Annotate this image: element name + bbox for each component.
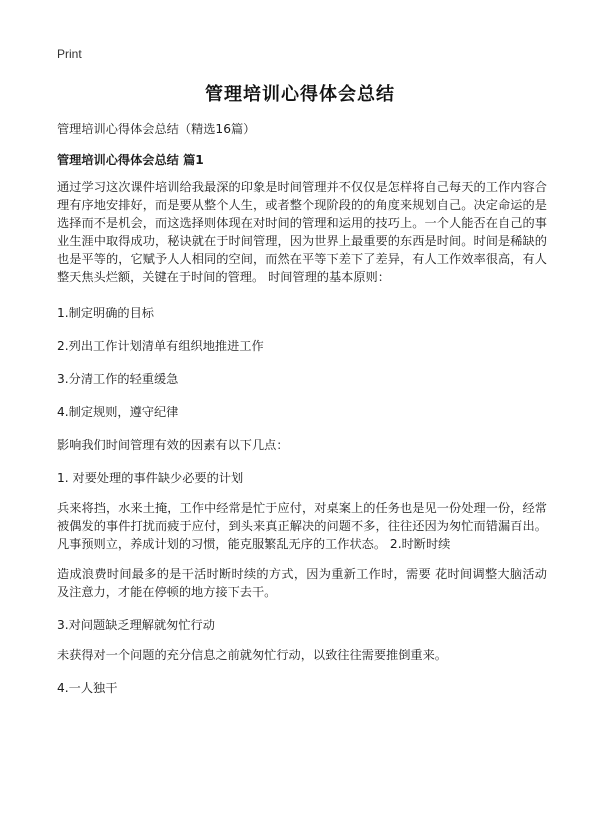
factor-heading-3: 3.对问题缺乏理解就匆忙行动	[57, 618, 215, 632]
page-title: 管理培训心得体会总结	[205, 84, 395, 105]
paragraph-intro: 通过学习这次课件培训给我最深的印象是时间管理并不仅仅是怎样将自己每天的工作内容合理有序地安排好，而是要从整个人生，或者整个现阶段的的角度来规划自己。决定命运的是选择而不是机会，而这选择则体现在对时间的管理和运用的技巧上。一个人能否在自己的事业生涯中取得成功，秘诀就在于时间管理，因为世界上最重要的东西是时间。时间是稀缺的也是平等的，它赋予人人相同的空间，而然在平等下差下了差异，有人工作效率很高，有人整天焦头烂额，关键在于时间的管理。 时间管理的基本原则：	[57, 180, 547, 284]
factors-intro: 影响我们时间管理有效的因素有以下几点：	[57, 438, 289, 452]
factor-paragraph-3: 未获得对一个问题的充分信息之前就匆忙行动，以致往往需要推倒重来。	[57, 648, 447, 662]
document-subtitle: 管理培训心得体会总结（精选16篇）	[57, 122, 256, 136]
factor-paragraph-1: 兵来将挡，水来土掩，工作中经常是忙于应付，对桌案上的任务也是见一份处理一份，经常被偶发的事件打扰而疲于应付，到头来真正解决的问题不多，往往还因为匆忙而错漏百出。凡事预则立，养成计划的习惯，能克服繁乱无序的工作状态。 2.时断时续	[57, 501, 547, 551]
print-link[interactable]: Print	[57, 47, 82, 61]
document-body	[57, 120, 547, 697]
principle-item-2: 2.列出工作计划清单有组织地推进工作	[57, 339, 264, 353]
factor-paragraph-2: 造成浪费时间最多的是干活时断时续的方式，因为重新工作时，需要 花时间调整大脑活动及注意力，才能在停顿的地方接下去干。	[57, 567, 547, 599]
factor-heading-1: 1. 对要处理的事件缺少必要的计划	[57, 471, 244, 485]
principle-item-3: 3.分清工作的轻重缓急	[57, 372, 179, 386]
factor-heading-4: 4.一人独干	[57, 681, 118, 695]
principle-item-4: 4.制定规则，遵守纪律	[57, 405, 179, 419]
section-heading: 管理培训心得体会总结 篇1	[57, 153, 204, 167]
principle-item-1: 1.制定明确的目标	[57, 306, 154, 320]
